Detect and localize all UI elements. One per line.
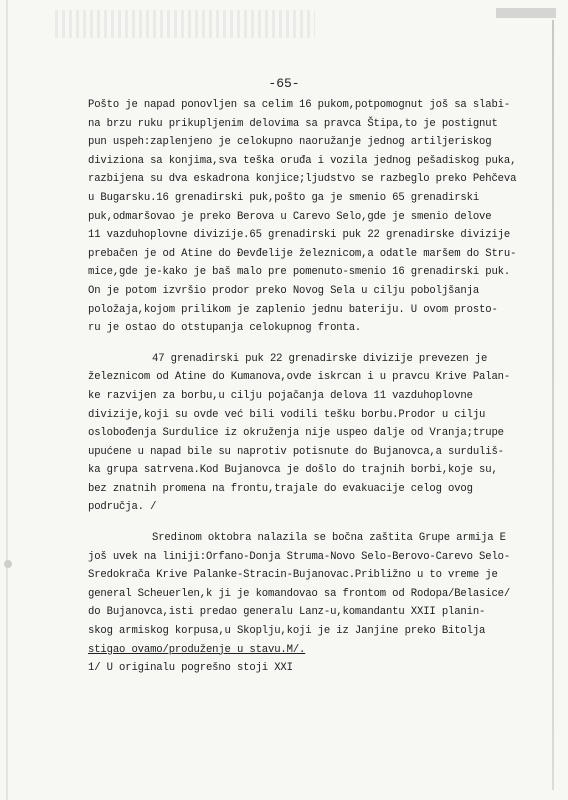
text-line: oslobođenja Surdulice iz okruženja nije uspeo dalje od Vranja;trupe: [88, 427, 504, 440]
text-line: železnicom od Atine do Kumanova,ovde iskrcan i u pravcu Krive Palan-: [88, 371, 511, 384]
text-line: područja. /: [88, 501, 157, 514]
text-line: Sredokrača Krive Palanke-Stracin-Bujanovac.Približno u to vreme je: [88, 569, 498, 582]
text-line: pun uspeh:zaplenjeno je celokupno naoružanje jednog artiljeriskog: [88, 136, 492, 149]
text-line: ka grupa satrvena.Kod Bujanovca je došlo do trajnih borbi,koje su,: [88, 464, 498, 477]
text-line: na brzu ruku prikupljenim delovima sa pravca Štipa,to je postignut: [88, 117, 498, 130]
text-line: prebačen je od Atine do Đevđelije železnicom,a odatle maršem do Stru-: [88, 247, 517, 260]
text-line: puk,odmaršovao je preko Berova u Carevo Selo,gde je smenio delove: [88, 210, 492, 223]
text-line: ke razvijen za borbu,u cilju pojačanja delova 11 vazduhoplovne: [88, 389, 473, 402]
text-line: bez znatnih promena na frontu,trajale do evakuacije celog ovog: [88, 482, 473, 495]
text-line: položaja,kojom prilikom je zaplenio jednu bateriju. U ovom prosto-: [88, 303, 498, 316]
text-line: do Bujanovca,isti predao generalu Lanz-u,komandantu XXII planin-: [88, 606, 486, 619]
text-line: ru je ostao do otstupanja celokupnog fronta.: [88, 322, 362, 335]
text-line: diviziona sa konjima,sva teška oruđa i vozila jednog pešadiskog puka,: [88, 154, 517, 167]
page-number: -65-: [268, 76, 300, 91]
text-line: stigao ovamo/produženje u stavu.M/.: [88, 643, 306, 656]
text-line: 11 vazduhoplovne divizije.65 grenadirski puk 22 grenadirske divizije: [88, 229, 511, 242]
paragraph-1: [88, 96, 558, 338]
paragraph-3: [88, 529, 558, 659]
text-line: upućene u napad bile su naprotiv potisnute do Bujanovca,a surduliš-: [88, 445, 504, 458]
text-line: u Bugarsku.16 grenadirski puk,pošto ga je smenio 65 grenadirski: [88, 191, 480, 204]
text-line: general Scheuerlen,k ji je komandovao sa frontom od Rodopa/Belasice/: [88, 587, 511, 600]
text-line: skog armiskog korpusa,u Skoplju,koji je iz Janjine preko Bitolja: [88, 625, 486, 638]
text-line: divizije,koji su ovde već bili vodili tešku borbu.Prodor u cilju: [88, 408, 486, 421]
text-line: Pošto je napad ponovljen sa celim 16 pukom,potpomognut još sa slabi-: [88, 99, 511, 111]
paragraph-2: [88, 350, 558, 517]
typed-text-body: [88, 96, 558, 677]
text-line: 47 grenadirski puk 22 grenadirske divizije prevezen je: [152, 352, 488, 365]
paragraph-gap: [88, 338, 558, 350]
scan-smudge-right: [496, 8, 556, 18]
text-line: razbijena su dva eskadrona konjice;ljudstvo se razbeglo preko Pehčeva: [88, 173, 517, 186]
text-line: Sredinom oktobra nalazila se bočna zaštita Grupe armija E: [152, 532, 506, 545]
text-line: mice,gde je-kako je baš malo pre pomenuto-smenio 16 grenadirski puk.: [88, 266, 511, 279]
footnote: 1/ U originalu pogrešno stoji XXI: [88, 662, 293, 675]
paragraph-gap: [88, 517, 558, 529]
text-line: On je potom izvršio prodor preko Novog Sela u cilju poboljšanja: [88, 284, 480, 297]
text-line: još uvek na liniji:Orfano-Donja Struma-Novo Selo-Berovo-Carevo Selo-: [88, 550, 511, 563]
scan-edge-shadow: [6, 0, 8, 800]
scan-smudge: [55, 10, 315, 38]
punch-hole: [4, 560, 12, 568]
